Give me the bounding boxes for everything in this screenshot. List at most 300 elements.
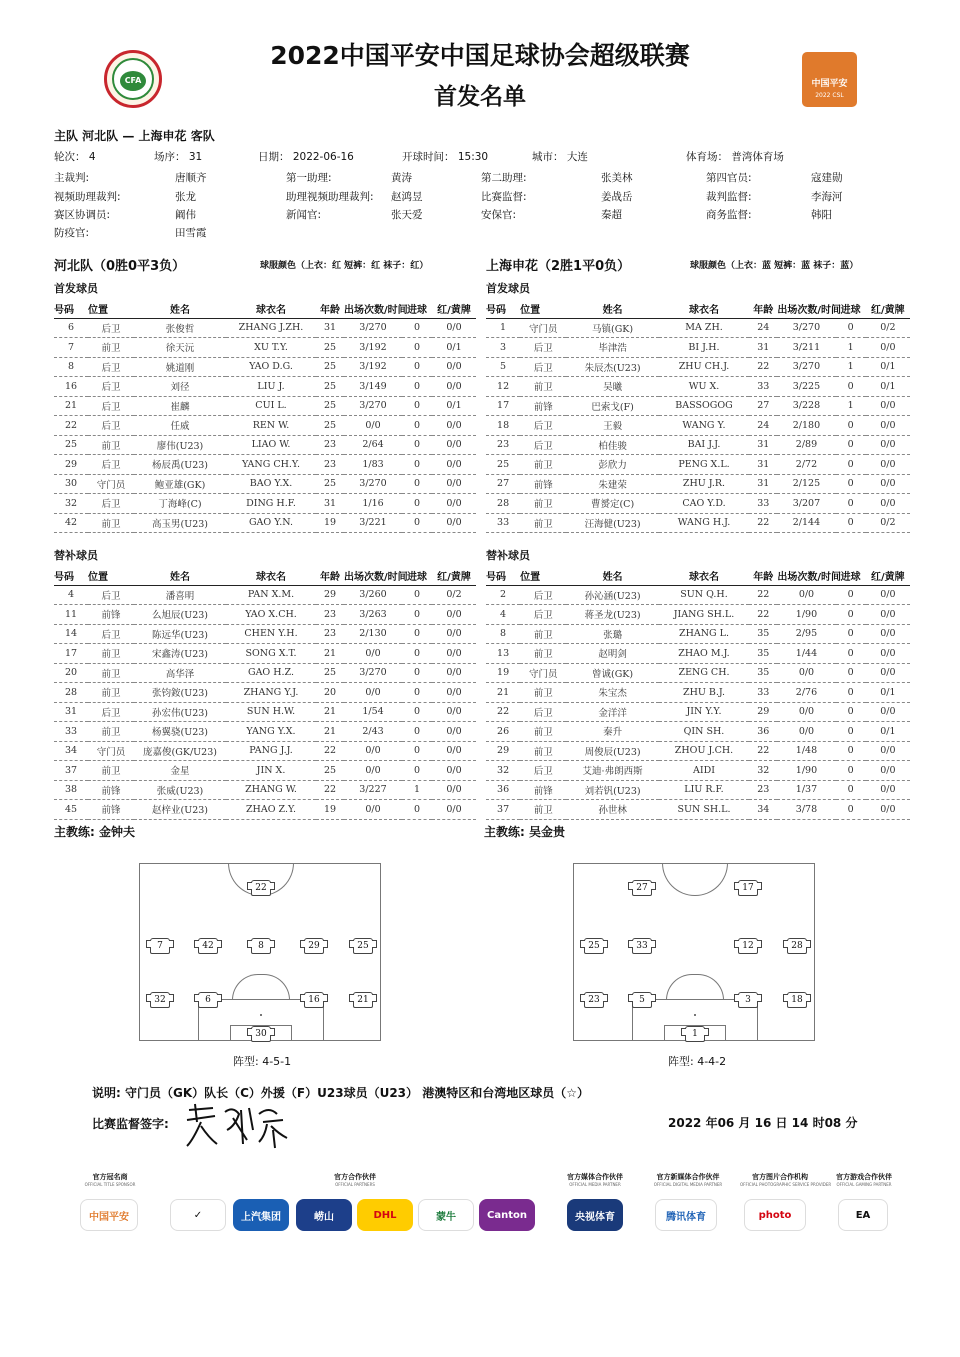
table-cell: 后卫 (520, 585, 566, 605)
table-cell: 0 (836, 318, 866, 338)
official-name: 李海河 (811, 191, 843, 203)
info-date: 日期： 2022-06-16 (258, 151, 354, 163)
sponsor-logo: 中国平安 (80, 1199, 138, 1231)
table-cell: 1/90 (777, 605, 835, 625)
sponsor-logo: 央视体育 (567, 1199, 623, 1231)
table-cell: 37 (54, 761, 88, 781)
table-cell: 0 (836, 513, 866, 533)
table-cell: 0/0 (866, 494, 910, 514)
table-cell: GAO H.Z. (226, 663, 316, 683)
info-match-no: 场序： 31 (154, 151, 203, 163)
table-cell: 17 (54, 644, 88, 664)
table-cell: 0 (402, 722, 432, 742)
table-cell: 0/0 (866, 663, 910, 683)
column-header: 进球 (402, 300, 432, 318)
table-cell: 0 (402, 663, 432, 683)
table-cell: 后卫 (520, 357, 566, 377)
sponsor-category-cn: 官方冠名商 (92, 1173, 128, 1181)
home-formation: 阵型: 4-5-1 (233, 1055, 292, 1068)
table-cell: 后卫 (88, 585, 134, 605)
sponsor-category (560, 1172, 630, 1187)
table-row (486, 585, 910, 605)
table-cell: 0 (836, 624, 866, 644)
home-coach: 主教练: 金钟夫 (54, 825, 135, 839)
table-cell: 14 (54, 624, 88, 644)
table-cell: 30 (54, 474, 88, 494)
table-cell: 32 (486, 761, 520, 781)
table-row (486, 683, 910, 703)
table-cell: 1/16 (344, 494, 402, 514)
table-cell: 0/2 (866, 318, 910, 338)
table-cell: 0/0 (432, 761, 476, 781)
table-cell: 0 (402, 416, 432, 436)
table-cell: 33 (749, 683, 777, 703)
table-row (486, 605, 910, 625)
away-team-record: 上海申花（2胜1平0负） (486, 259, 631, 274)
table-cell: 柏佳骏 (566, 435, 658, 455)
table-cell: 潘喜明 (134, 585, 226, 605)
player-shirt: 28 (787, 938, 807, 954)
table-cell: 艾迪·弗朗西斯 (566, 761, 658, 781)
table-cell: 前卫 (520, 624, 566, 644)
table-cell: 0/0 (432, 702, 476, 722)
table-cell: 0/0 (432, 494, 476, 514)
table-cell: 23 (749, 780, 777, 800)
sponsor-category (740, 1172, 832, 1187)
table-cell: 22 (749, 741, 777, 761)
table-cell: 0/1 (866, 357, 910, 377)
table-cell: 金星 (134, 761, 226, 781)
table-cell: 0 (836, 800, 866, 820)
table-cell: 曹赟定(C) (566, 494, 658, 514)
table-cell: 0/0 (432, 318, 476, 338)
table-cell: BI J.H. (659, 338, 749, 358)
table-cell: 22 (316, 741, 344, 761)
column-header: 进球 (836, 300, 866, 318)
table-cell: 朱建荣 (566, 474, 658, 494)
sponsor-category-en: OFFICIAL MEDIA PARTNER (569, 1182, 621, 1187)
player-shirt: 27 (632, 880, 652, 896)
table-cell: ZHAO M.J. (659, 644, 749, 664)
table-cell: 2/180 (777, 416, 835, 436)
column-header: 号码 (486, 300, 520, 318)
table-cell: 前锋 (88, 780, 134, 800)
table-row (486, 663, 910, 683)
official-name: 张天爱 (391, 209, 423, 221)
table-cell: ZHANG W. (226, 780, 316, 800)
table-cell: 前卫 (520, 683, 566, 703)
table-cell: 0/0 (432, 683, 476, 703)
table-cell: 22 (486, 702, 520, 722)
column-header: 进球 (836, 567, 866, 585)
home-subs-table (54, 567, 476, 820)
table-cell: 前卫 (520, 722, 566, 742)
table-cell: 3/270 (344, 396, 402, 416)
table-cell: SUN Q.H. (659, 585, 749, 605)
sponsor-category-en: OFFICIAL PHOTOGRAPHIC SERVICE PROVIDER (740, 1182, 832, 1187)
table-cell: 前卫 (88, 435, 134, 455)
sponsor-category-en: OFFICIAL PARTNERS (335, 1182, 375, 1187)
table-cell: SUN SH.L. (659, 800, 749, 820)
table-cell: 33 (54, 722, 88, 742)
table-cell: 2/43 (344, 722, 402, 742)
column-header: 红/黄牌 (866, 300, 910, 318)
table-cell: 4 (486, 605, 520, 625)
table-cell: XU T.Y. (226, 338, 316, 358)
csl-logo-line2: 2022 CSL (815, 92, 844, 99)
table-cell: 21 (486, 683, 520, 703)
table-cell: 0 (402, 605, 432, 625)
table-cell: 2/144 (777, 513, 835, 533)
column-header: 姓名 (134, 300, 226, 318)
table-cell: YAO X.CH. (226, 605, 316, 625)
table-cell: JIN Y.Y. (659, 702, 749, 722)
table-cell: 0/0 (432, 624, 476, 644)
table-cell: 22 (316, 780, 344, 800)
table-cell: 后卫 (88, 416, 134, 436)
table-cell: 1 (486, 318, 520, 338)
official-label: 防疫官: (54, 227, 90, 239)
table-cell: CHEN Y.H. (226, 624, 316, 644)
table-cell: 33 (749, 377, 777, 397)
info-round: 轮次： 4 (54, 151, 96, 163)
table-cell: 前卫 (520, 741, 566, 761)
table-row (486, 435, 910, 455)
table-cell: 22 (749, 605, 777, 625)
table-cell: 后卫 (88, 702, 134, 722)
table-cell: 前卫 (88, 644, 134, 664)
player-shirt: 5 (632, 992, 652, 1008)
table-cell: WANG H.J. (659, 513, 749, 533)
player-shirt: 1 (685, 1026, 705, 1042)
table-cell: 0 (402, 357, 432, 377)
column-header: 出场次数/时间 (777, 300, 835, 318)
table-cell: 0 (402, 624, 432, 644)
table-cell: 后卫 (520, 338, 566, 358)
column-header: 红/黄牌 (432, 300, 476, 318)
player-shirt: 33 (632, 938, 652, 954)
player-shirt: 30 (251, 1026, 271, 1042)
table-cell: 么旭辰(U23) (134, 605, 226, 625)
table-cell: 前卫 (520, 494, 566, 514)
table-row (486, 396, 910, 416)
official-label: 第一助理: (286, 172, 332, 184)
table-cell: 25 (316, 377, 344, 397)
away-formation: 阵型: 4-4-2 (668, 1055, 727, 1068)
table-cell: GAO Y.N. (226, 513, 316, 533)
table-cell: 徐天沅 (134, 338, 226, 358)
sponsor-logo: 上汽集团 (233, 1199, 289, 1231)
table-row (54, 494, 476, 514)
table-cell: 19 (316, 800, 344, 820)
table-cell: 0/0 (344, 683, 402, 703)
table-row (54, 702, 476, 722)
player-shirt: 23 (584, 992, 604, 1008)
sponsor-category-en: OFFICIAL GAMING PARTNER (836, 1182, 892, 1187)
table-cell: 1/90 (777, 761, 835, 781)
table-row (486, 800, 910, 820)
table-cell: 前卫 (88, 722, 134, 742)
player-shirt: 7 (150, 938, 170, 954)
table-cell: 0/0 (432, 474, 476, 494)
table-cell: 3/270 (344, 318, 402, 338)
table-cell: 22 (54, 416, 88, 436)
table-cell: 0/1 (432, 338, 476, 358)
table-cell: 0/0 (432, 663, 476, 683)
table-cell: 3 (486, 338, 520, 358)
table-cell: 1 (836, 338, 866, 358)
table-cell: 后卫 (88, 377, 134, 397)
official-name: 秦超 (601, 209, 622, 221)
table-cell: 0/1 (866, 377, 910, 397)
table-cell: 0/0 (866, 780, 910, 800)
info-kickoff: 开球时间： 15:30 (402, 151, 489, 163)
table-cell: 24 (749, 318, 777, 338)
table-cell: 后卫 (520, 435, 566, 455)
sponsor-category-cn: 官方图片合作机构 (752, 1173, 808, 1181)
table-row (486, 722, 910, 742)
table-cell: 0 (402, 585, 432, 605)
sponsor-logo: DHL (357, 1199, 413, 1231)
table-cell: 张钧銨(U23) (134, 683, 226, 703)
table-cell: 33 (486, 513, 520, 533)
table-cell: 吴曦 (566, 377, 658, 397)
table-row (54, 318, 476, 338)
table-cell: 0 (836, 780, 866, 800)
table-row (486, 644, 910, 664)
table-row (54, 683, 476, 703)
table-cell: 25 (316, 663, 344, 683)
official-name: 张美林 (601, 172, 633, 184)
table-cell: 42 (54, 513, 88, 533)
table-row (54, 741, 476, 761)
table-cell: 高玉男(U23) (134, 513, 226, 533)
sponsor-logo: ✓ (170, 1199, 226, 1231)
table-cell: 前锋 (88, 800, 134, 820)
table-cell: 3/270 (344, 663, 402, 683)
column-header: 球衣名 (659, 300, 749, 318)
table-cell: 8 (486, 624, 520, 644)
table-cell: 18 (486, 416, 520, 436)
sponsor-logo: 腾讯体育 (655, 1199, 717, 1231)
table-cell: 0 (402, 513, 432, 533)
table-cell: 35 (749, 663, 777, 683)
table-cell: 3/270 (777, 357, 835, 377)
table-cell: 巴索戈(F) (566, 396, 658, 416)
sponsor-category-en: OFFICIAL DIGITAL MEDIA PARTNER (653, 1182, 723, 1187)
table-cell: 赵明剑 (566, 644, 658, 664)
table-row (486, 513, 910, 533)
player-shirt: 17 (738, 880, 758, 896)
table-cell: 23 (316, 435, 344, 455)
table-row (486, 338, 910, 358)
table-cell: 0/0 (777, 585, 835, 605)
table-cell: ZENG CH. (659, 663, 749, 683)
away-subs-table (486, 567, 910, 820)
table-cell: 36 (749, 722, 777, 742)
sponsor-category (320, 1172, 390, 1187)
table-cell: PANG J.J. (226, 741, 316, 761)
table-cell: 0 (836, 585, 866, 605)
table-row (486, 455, 910, 475)
table-cell: 31 (749, 338, 777, 358)
table-cell: PAN X.M. (226, 585, 316, 605)
table-cell: 0/0 (432, 435, 476, 455)
table-row (54, 800, 476, 820)
table-cell: 0/0 (866, 605, 910, 625)
table-cell: 0 (836, 605, 866, 625)
table-cell: 0/0 (432, 357, 476, 377)
table-cell: 鲍亚雄(GK) (134, 474, 226, 494)
table-cell: 3/149 (344, 377, 402, 397)
table-cell: 后卫 (88, 396, 134, 416)
column-header: 姓名 (566, 567, 658, 585)
table-cell: 4 (54, 585, 88, 605)
table-cell: LIU R.F. (659, 780, 749, 800)
table-cell: 0 (402, 761, 432, 781)
table-cell: 前锋 (520, 396, 566, 416)
table-cell: 32 (749, 761, 777, 781)
table-cell: 8 (54, 357, 88, 377)
legend-notes: 说明: 守门员（GK）队长（C）外援（F）U23球员（U23） 港澳特区和台湾地区球员（☆） (92, 1086, 589, 1100)
table-cell: 王毅 (566, 416, 658, 436)
table-cell: 38 (54, 780, 88, 800)
table-row (54, 435, 476, 455)
table-cell: 金洋洋 (566, 702, 658, 722)
table-row (54, 780, 476, 800)
column-header: 号码 (54, 300, 88, 318)
table-row (54, 585, 476, 605)
table-cell: YAO D.G. (226, 357, 316, 377)
sponsor-category (826, 1172, 902, 1187)
table-cell: 0/0 (866, 702, 910, 722)
official-label: 新闻官: (286, 209, 322, 221)
away-subs-label: 替补球员 (486, 549, 530, 562)
table-row (486, 474, 910, 494)
table-cell: 31 (316, 318, 344, 338)
table-cell: 1/44 (777, 644, 835, 664)
player-shirt: 25 (353, 938, 373, 954)
cfa-logo-text: CFA (120, 71, 146, 91)
table-cell: ZHU B.J. (659, 683, 749, 703)
table-cell: 后卫 (88, 624, 134, 644)
table-cell: 22 (749, 513, 777, 533)
table-cell: 22 (749, 585, 777, 605)
official-name: 唐顺齐 (175, 172, 207, 184)
table-cell: 0/2 (866, 513, 910, 533)
table-cell: 守门员 (520, 663, 566, 683)
column-header: 出场次数/时间 (344, 300, 402, 318)
table-cell: 0 (402, 702, 432, 722)
table-cell: 孙沁涵(U23) (566, 585, 658, 605)
table-cell: 21 (54, 396, 88, 416)
table-cell: 前卫 (520, 800, 566, 820)
table-cell: SUN H.W. (226, 702, 316, 722)
table-cell: 0 (402, 338, 432, 358)
table-row (54, 474, 476, 494)
table-row (54, 377, 476, 397)
table-cell: 11 (54, 605, 88, 625)
table-cell: 19 (486, 663, 520, 683)
table-cell: 1/37 (777, 780, 835, 800)
table-cell: 0 (836, 474, 866, 494)
table-cell: 25 (54, 435, 88, 455)
sponsor-category (648, 1172, 728, 1187)
table-cell: 0/0 (432, 780, 476, 800)
table-cell: BAO Y.X. (226, 474, 316, 494)
official-name: 韩阳 (811, 209, 832, 221)
column-header: 号码 (486, 567, 520, 585)
table-row (486, 624, 910, 644)
table-cell: 前卫 (520, 644, 566, 664)
table-cell: 31 (316, 494, 344, 514)
table-cell: 34 (749, 800, 777, 820)
table-cell: 朱宝杰 (566, 683, 658, 703)
table-row (486, 702, 910, 722)
sponsor-logo: 蒙牛 (418, 1199, 474, 1231)
table-cell: BAI J.J. (659, 435, 749, 455)
table-cell: 25 (316, 761, 344, 781)
table-cell: 25 (316, 416, 344, 436)
table-cell: WANG Y. (659, 416, 749, 436)
official-label: 比赛监督: (481, 191, 527, 203)
table-cell: 后卫 (520, 761, 566, 781)
table-cell: 0 (836, 416, 866, 436)
table-cell: 0 (836, 722, 866, 742)
table-cell: BASSOGOG (659, 396, 749, 416)
table-cell: 3/207 (777, 494, 835, 514)
table-cell: 29 (316, 585, 344, 605)
table-cell: 0/0 (432, 377, 476, 397)
table-cell: 后卫 (520, 416, 566, 436)
table-cell: 0 (836, 494, 866, 514)
table-cell: JIN X. (226, 761, 316, 781)
table-cell: 0/0 (432, 722, 476, 742)
table-cell: 32 (54, 494, 88, 514)
table-cell: 3/263 (344, 605, 402, 625)
table-cell: AIDI (659, 761, 749, 781)
official-name: 姜战岳 (601, 191, 633, 203)
table-cell: 杨辰禹(U23) (134, 455, 226, 475)
sponsor-logo: photo (744, 1199, 806, 1231)
table-cell: 0/0 (866, 396, 910, 416)
table-cell: 0/0 (866, 455, 910, 475)
table-cell: 0 (402, 377, 432, 397)
table-cell: 0/0 (344, 761, 402, 781)
table-cell: 2/64 (344, 435, 402, 455)
table-row (54, 396, 476, 416)
table-row (54, 513, 476, 533)
official-label: 商务监督: (706, 209, 752, 221)
table-row (54, 455, 476, 475)
table-cell: 赵梓业(U23) (134, 800, 226, 820)
table-cell: 曾诚(GK) (566, 663, 658, 683)
official-name: 赵鸿昱 (391, 191, 423, 203)
player-shirt: 16 (304, 992, 324, 1008)
table-cell: 0/0 (432, 644, 476, 664)
column-header: 姓名 (134, 567, 226, 585)
table-cell: 27 (749, 396, 777, 416)
table-cell: 33 (749, 494, 777, 514)
home-starters-label: 首发球员 (54, 282, 98, 295)
table-cell: 0 (402, 683, 432, 703)
column-header: 年龄 (749, 300, 777, 318)
table-cell: YANG Y.X. (226, 722, 316, 742)
table-cell: 0/1 (866, 722, 910, 742)
table-row (54, 357, 476, 377)
column-header: 出场次数/时间 (344, 567, 402, 585)
official-name: 张龙 (175, 191, 196, 203)
